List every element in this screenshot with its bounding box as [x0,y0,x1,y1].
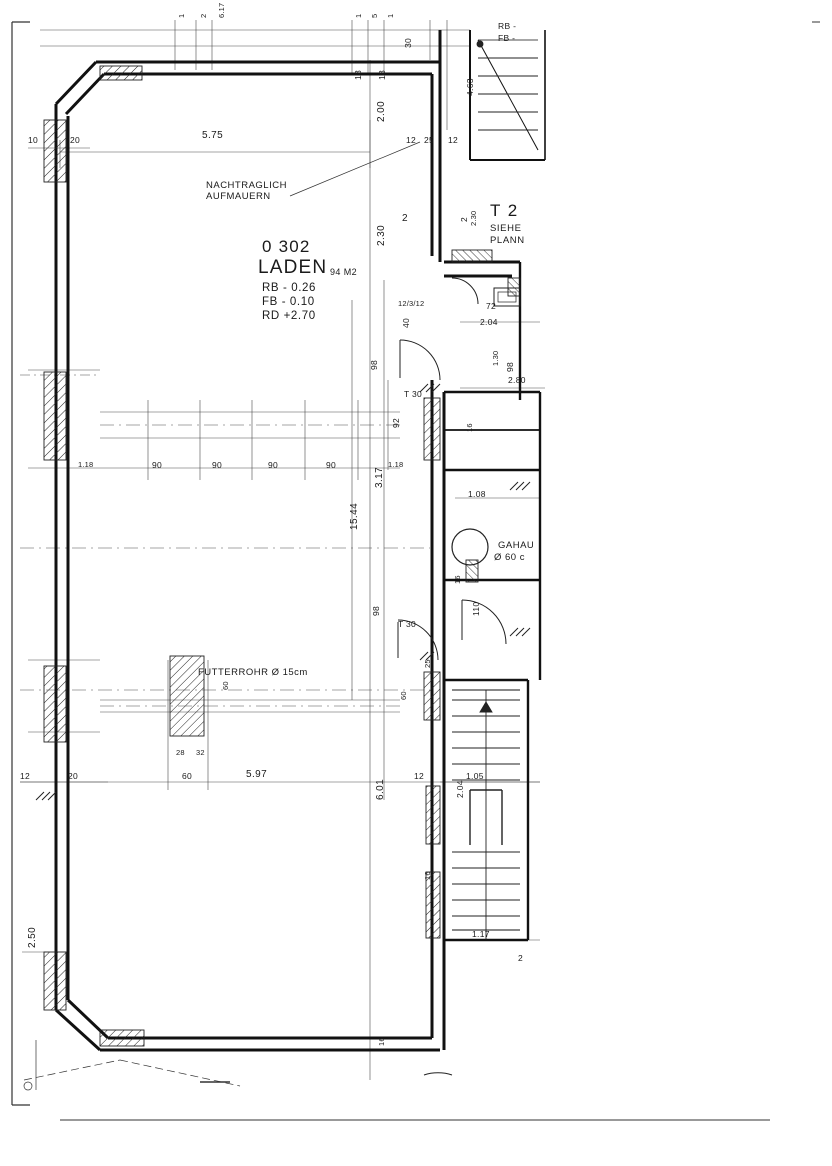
dim-2a: 2 [518,953,524,963]
dim-108: 1.08 [468,489,486,499]
dim-40: 40 [401,317,411,328]
leader-lines [24,142,423,1090]
dim-200: 2.00 [376,100,387,122]
dim-30: 30 [403,37,413,48]
dim-16b: 16 [465,423,474,432]
dim-90a: 90 [152,460,163,470]
dim-317: 3.17 [374,466,385,488]
dim-98b: 98 [371,605,381,616]
dim-204a: 2.04 [480,317,498,327]
dim-12d: 12 [414,771,425,781]
dim-463: 4.63 [465,78,475,96]
dim-12312: 12/3/12 [398,299,425,308]
fixtures [452,288,520,565]
dim-pier-depth: 60 [221,681,230,690]
note-nachtraeglich-line2: AUFMAUERN [206,191,271,202]
room-area: 94 M2 [330,267,358,277]
room-level-fb: FB - 0.10 [262,296,315,308]
dim-230: 2.30 [376,224,387,246]
dim-20: 20 [70,135,81,145]
dim-230b: 2.30 [469,210,478,226]
dim-2b: 2 [402,213,408,224]
dim-25: 25 [424,135,435,145]
dimension-lines [20,20,545,1080]
dim-601: 6.01 [375,778,386,800]
dim-20b: 20 [68,771,79,781]
note-gasabzug-line1: GAHAU [498,540,535,551]
sheet-frame [12,22,820,1120]
dim-98a: 98 [369,359,379,370]
dim-575: 5.75 [202,130,224,141]
dim-60b: 60 [399,691,408,700]
dim-60: 60 [182,771,193,781]
dim-2m: 2 [459,216,469,222]
note-gasabzug-line2: Ø 60 c [494,552,525,563]
room-level-rd: RD +2.70 [262,310,316,322]
dim-18b: 18 [377,69,387,80]
dim-top-5: 5 [370,13,379,18]
label-t2-code: T 2 [490,201,519,220]
section-ticks [36,384,530,800]
dim-130: 1.30 [491,350,500,366]
dim-90d: 90 [326,460,337,470]
note-futterrohr: FUTTERROHR Ø 15cm [198,667,308,678]
dim-90c: 90 [268,460,279,470]
building-walls [56,30,545,1050]
dim-10: 10 [28,135,39,145]
dim-12a: 12 [406,135,417,145]
wall-hatching [44,66,520,1046]
label-topright-line1: RB - [498,21,517,31]
dim-25b: 25 [423,659,432,668]
dim-105: 1.05 [466,771,484,781]
dim-110: 110 [471,601,481,616]
room-level-rb: RB - 0.26 [262,282,316,294]
dim-92: 92 [391,417,401,428]
dim-118a: 1.18 [78,460,94,469]
note-nachtraeglich-line1: NACHTRAGLICH [206,180,287,191]
dim-top-6: 1 [386,13,395,18]
dim-16a: 16 [453,575,462,584]
dim-top-3: 6.17 [217,2,226,18]
dim-1544: 15.44 [349,502,360,530]
dim-117: 1.17 [472,929,490,939]
dim-16c: 16 [423,871,432,880]
dim-72: 72 [486,301,497,311]
dim-t30b: T 30 [398,619,417,629]
dim-t30a: T 30 [404,389,423,399]
staircase [452,41,538,940]
dim-top-1: 1 [177,13,186,18]
room-name: LADEN [258,257,328,278]
dim-597: 5.97 [246,769,268,780]
dim-12b: 12 [448,135,459,145]
dim-top-4: 1 [354,13,363,18]
dim-16d: 16 [377,1037,386,1046]
dim-32: 32 [196,748,205,757]
dim-90b: 90 [212,460,223,470]
dim-98c: 98 [505,361,515,372]
dim-250: 2.50 [27,926,38,948]
dim-118b: 1.18 [388,460,404,469]
dim-204b: 2.04 [455,780,465,798]
dim-12c: 12 [20,771,31,781]
label-t2-line2: PLANN [490,235,525,246]
label-topright-line2: FB - [498,33,516,43]
dim-280: 2.80 [508,375,526,385]
dim-18a: 18 [353,69,363,80]
dim-top-2: 2 [199,13,208,18]
room-code: 0 302 [262,237,311,256]
label-t2-line1: SIEHE [490,223,522,234]
dim-28: 28 [176,748,185,757]
